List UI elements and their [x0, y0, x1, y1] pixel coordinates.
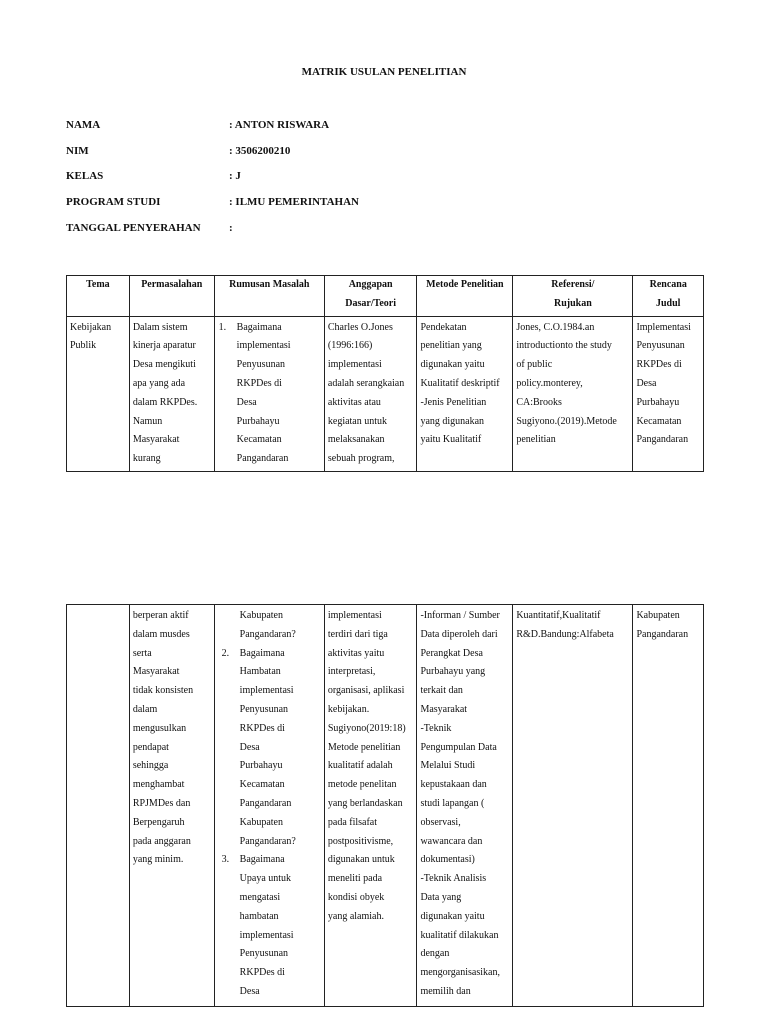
text-line: mengorganisasikan,: [420, 967, 500, 979]
text-line: CA:Brooks: [516, 396, 562, 408]
text-line: introductionto the study: [516, 340, 612, 352]
text-line: kualitatif dilakukan: [420, 929, 499, 941]
cell-anggapan-dasar: [324, 316, 417, 471]
text-line: Bagaimana: [236, 321, 282, 333]
text-line: Rumusan Masalah: [229, 279, 310, 290]
text-line: pada filsafat: [327, 816, 378, 828]
text-line: terkait dan: [420, 685, 463, 697]
text-line: Purbahayu: [236, 415, 280, 427]
text-line: mengusulkan: [132, 722, 187, 734]
text-line: Kabupaten: [636, 610, 680, 621]
text-line: aktivitas atau: [327, 396, 381, 408]
text-line: Desa: [636, 377, 657, 389]
rumusan-text: [240, 851, 321, 1001]
text-line: sehingga: [132, 760, 169, 772]
text-line: Masyarakat: [132, 434, 180, 446]
info-value: :: [229, 222, 233, 234]
text-line: adalah serangkaian: [327, 377, 405, 389]
cell-permasalahan: [129, 605, 214, 1007]
cell-rencana-judul: [633, 316, 704, 471]
text-line: Bagaimana: [239, 647, 285, 659]
text-line: serta: [132, 647, 152, 659]
text-line: yang digunakan: [420, 415, 485, 427]
text-line: Pangandaran: [636, 628, 689, 640]
rumusan-number: 3.: [221, 854, 230, 866]
cell-anggapan-dasar: [324, 605, 417, 1007]
text-line: yang minim.: [132, 854, 184, 866]
text-line: Kecamatan: [236, 434, 282, 446]
header-tema: [67, 276, 130, 317]
text-line: Permasalahan: [141, 279, 203, 290]
text-line: penelitian yang: [420, 340, 482, 352]
text-line: Kualitatif deskriptif: [420, 377, 500, 389]
text-line: -Teknik Analisis: [420, 873, 487, 885]
text-line: kinerja aparatur: [132, 340, 196, 352]
text-line: -Teknik: [420, 722, 452, 734]
table-row: [67, 316, 704, 471]
rumusan-number: 2.: [221, 647, 230, 659]
text-line: kegiatan untuk: [327, 415, 388, 427]
header-referensi: [513, 276, 633, 317]
text-line: Pangandaran: [636, 434, 689, 446]
text-line: -Informan / Sumber: [420, 610, 500, 621]
text-line: Anggapan: [348, 279, 393, 290]
text-line: Kecamatan: [239, 779, 285, 791]
cell-metode-penelitian: [417, 316, 513, 471]
text-line: organisasi, aplikasi: [327, 685, 405, 697]
text-line: Pendekatan: [420, 321, 467, 333]
info-label: PROGRAM STUDI: [66, 196, 161, 208]
text-line: Pangandaran?: [239, 835, 296, 847]
text-line: kurang: [132, 453, 161, 465]
text-line: Rencana: [649, 279, 687, 290]
text-line: Data yang: [420, 891, 462, 903]
text-line: Perangkat Desa: [420, 647, 483, 659]
research-matrix-table: [66, 275, 704, 472]
info-value: : ANTON RISWARA: [229, 119, 330, 131]
text-line: policy.monterey,: [516, 377, 583, 389]
text-line: Metode penelitian: [327, 741, 401, 753]
rumusan-number: 1.: [218, 321, 227, 333]
text-line: RKPDes di: [239, 967, 285, 979]
text-line: yaitu Kualitatif: [420, 434, 482, 446]
text-line: Charles O.Jones: [327, 321, 393, 333]
text-line: digunakan yaitu: [420, 359, 485, 371]
text-line: Desa: [236, 396, 257, 408]
text-line: RKPDes di: [636, 359, 682, 371]
info-value: : ILMU PEMERINTAHAN: [229, 196, 359, 208]
text-line: Berpengaruh: [132, 816, 185, 828]
cell-rumusan-masalah: [214, 605, 324, 1007]
cell-rencana-judul: [633, 605, 704, 1007]
text-line: melaksanakan: [327, 434, 385, 446]
text-line: Rujukan: [553, 297, 592, 309]
text-line: Publik: [70, 340, 97, 352]
header-anggapan-dasar: [324, 276, 417, 317]
cell-referensi: [513, 605, 633, 1007]
text-line: observasi,: [420, 816, 461, 828]
text-line: yang alamiah.: [327, 910, 384, 922]
text-line: dengan: [420, 948, 450, 960]
text-line: Desa: [239, 741, 260, 753]
text-line: implementasi: [236, 340, 291, 352]
text-line: RPJMDes dan: [132, 797, 191, 809]
text-line: -Jenis Penelitian: [420, 396, 487, 408]
info-label: NIM: [66, 145, 89, 157]
header-rumusan-masalah: [214, 276, 324, 317]
text-line: Referensi/: [551, 279, 595, 290]
text-line: apa yang ada: [132, 377, 186, 389]
info-label: NAMA: [66, 119, 101, 131]
text-line: Penyusunan: [239, 703, 289, 715]
cell-rumusan-masalah: [214, 316, 324, 471]
table-header-row: [67, 276, 704, 317]
text-line: Hambatan: [239, 666, 281, 678]
text-line: Bagaimana: [239, 854, 285, 866]
cell-metode-penelitian: [417, 605, 513, 1007]
table-row: [67, 605, 704, 1007]
info-value: : J: [229, 170, 241, 182]
text-line: Melalui Studi: [420, 760, 476, 772]
rumusan-item-3: [218, 851, 321, 1001]
info-label: TANGGAL PENYERAHAN: [66, 222, 201, 234]
text-line: penelitian: [516, 434, 556, 446]
text-line: RKPDes di: [239, 722, 285, 734]
text-line: terdiri dari tiga: [327, 628, 388, 640]
text-line: Namun: [132, 415, 163, 427]
text-line: Kabupaten: [239, 610, 283, 621]
text-line: Desa mengikuti: [132, 359, 196, 371]
text-line: RKPDes di: [236, 377, 282, 389]
text-line: kondisi obyek: [327, 891, 385, 903]
text-line: wawancara dan: [420, 835, 483, 847]
text-line: kebijakan.: [327, 703, 370, 715]
text-line: implementasi: [239, 685, 294, 697]
text-line: postpositivisme,: [327, 835, 394, 847]
text-line: hambatan: [239, 910, 279, 922]
rumusan-text: [237, 319, 321, 469]
text-line: Implementasi: [636, 321, 691, 333]
text-line: dalam musdes: [132, 628, 190, 640]
text-line: Upaya untuk: [239, 873, 292, 885]
text-line: Data diperoleh dari: [420, 628, 498, 640]
text-line: Penyusunan: [636, 340, 685, 352]
text-line: Penyusunan: [239, 948, 289, 960]
text-line: Purbahayu: [636, 396, 680, 408]
text-line: of public: [516, 359, 553, 371]
text-line: Kebijakan: [70, 321, 112, 333]
text-line: pada anggaran: [132, 835, 191, 847]
text-line: Kuantitatif,Kualitatif: [516, 610, 601, 621]
text-line: menghambat: [132, 779, 185, 791]
text-line: tidak konsisten: [132, 685, 194, 697]
text-line: aktivitas yaitu: [327, 647, 385, 659]
header-rencana-judul: [633, 276, 704, 317]
cell-tema: [67, 316, 130, 471]
text-line: interpretasi,: [327, 666, 376, 678]
text-line: mengatasi: [239, 891, 281, 903]
document-title: MATRIK USULAN PENELITIAN: [301, 66, 467, 78]
text-line: dalam RKPDes.: [132, 396, 198, 408]
text-line: (1996:166): [327, 340, 373, 352]
text-line: implementasi: [239, 929, 294, 941]
text-line: Desa: [239, 985, 260, 997]
text-line: Masyarakat: [132, 666, 180, 678]
cell-permasalahan: [129, 316, 214, 471]
text-line: memilih dan: [420, 985, 471, 997]
text-line: digunakan untuk: [327, 854, 395, 866]
text-line: Sugiyono.(2019).Metode: [516, 415, 617, 427]
text-line: Kabupaten: [239, 816, 283, 828]
text-line: Pangandaran: [236, 453, 289, 465]
rumusan-item-2: [218, 645, 321, 852]
text-line: kualitatif adalah: [327, 760, 393, 772]
text-line: berperan aktif: [132, 610, 189, 621]
text-line: studi lapangan (: [420, 797, 485, 809]
text-line: meneliti pada: [327, 873, 383, 885]
rumusan-text: [240, 645, 321, 852]
text-line: Dalam sistem: [132, 321, 188, 333]
text-line: Sugiyono(2019:18): [327, 722, 406, 734]
text-line: Tema: [86, 279, 110, 290]
info-label: KELAS: [66, 170, 104, 182]
text-line: Jones, C.O.1984.an: [516, 321, 595, 333]
text-line: dokumentasi): [420, 854, 475, 866]
text-line: Purbahayu yang: [420, 666, 486, 678]
text-line: metode penelitan: [327, 779, 397, 791]
text-line: R&D.Bandung:Alfabeta: [516, 628, 614, 640]
text-line: Metode Penelitian: [426, 279, 504, 290]
text-line: Purbahayu: [239, 760, 283, 772]
text-line: Penyusunan: [236, 359, 286, 371]
text-line: dalam: [132, 703, 158, 715]
text-line: digunakan yaitu: [420, 910, 485, 922]
cell-referensi: [513, 316, 633, 471]
text-line: Kecamatan: [636, 415, 682, 427]
rumusan-text: [218, 607, 321, 645]
text-line: Judul: [655, 297, 681, 309]
text-line: implementasi: [327, 610, 382, 621]
text-line: Pangandaran: [239, 797, 292, 809]
text-line: sebuah program,: [327, 453, 395, 465]
cell-tema: [67, 605, 130, 1007]
text-line: yang berlandaskan: [327, 797, 403, 809]
text-line: pendapat: [132, 741, 169, 753]
text-line: kepustakaan dan: [420, 779, 487, 791]
header-metode-penelitian: [417, 276, 513, 317]
research-matrix-table-continued: [66, 604, 704, 1007]
info-value: : 3506200210: [229, 145, 291, 157]
text-line: Pangandaran?: [239, 628, 296, 640]
text-line: Dasar/Teori: [345, 297, 397, 309]
text-line: Masyarakat: [420, 703, 468, 715]
text-line: implementasi: [327, 359, 382, 371]
text-line: Pengumpulan Data: [420, 741, 497, 753]
header-permasalahan: [129, 276, 214, 317]
